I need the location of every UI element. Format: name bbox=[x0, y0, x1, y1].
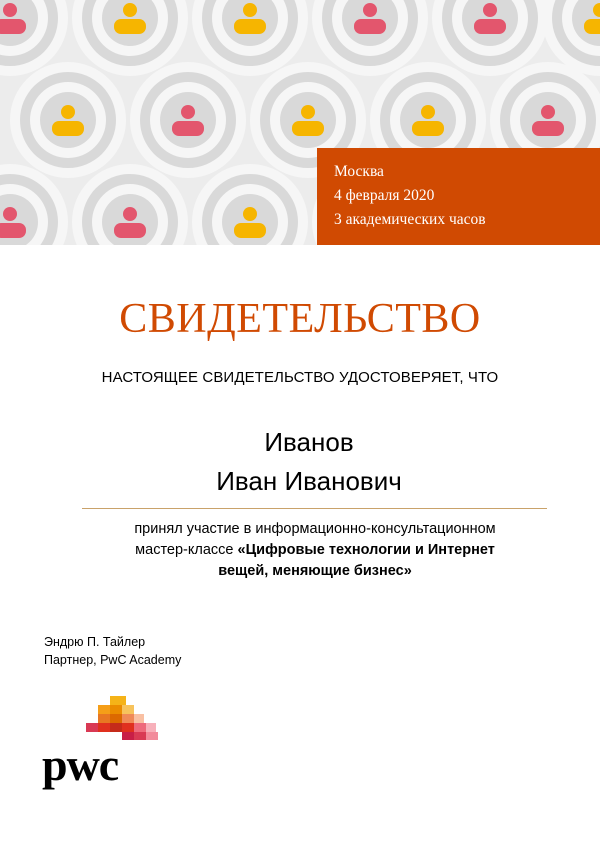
event-info-box bbox=[317, 148, 600, 245]
signer-name: Эндрю П. Тайлер bbox=[44, 635, 146, 649]
course-title: «Цифровые технологии и Интернет bbox=[237, 542, 495, 558]
event-date: 4 февраля 2020 bbox=[334, 187, 435, 204]
signer-position: Партнер, PwC Academy bbox=[44, 653, 182, 667]
signer-block bbox=[44, 633, 181, 669]
description-text: мастер-классе bbox=[135, 542, 238, 558]
pwc-logo-text: pwc bbox=[42, 739, 119, 790]
person-icon bbox=[432, 0, 548, 76]
event-city: Москва bbox=[334, 163, 384, 180]
person-icon bbox=[130, 62, 246, 178]
description-line: принял участие в информационно-консультационном bbox=[134, 521, 496, 537]
person-icon bbox=[192, 164, 308, 245]
course-title-continued: вещей, меняющие бизнес» bbox=[218, 563, 412, 579]
person-icon bbox=[10, 62, 126, 178]
pwc-logo bbox=[40, 692, 170, 792]
person-icon bbox=[312, 0, 428, 76]
recipient-given-names: Иван Иванович bbox=[216, 466, 402, 496]
recipient-surname: Иванов bbox=[264, 427, 354, 457]
person-icon bbox=[72, 0, 188, 76]
person-icon bbox=[192, 0, 308, 76]
description-line bbox=[60, 561, 570, 582]
certificate-title: СВИДЕТЕЛЬСТВО bbox=[119, 296, 481, 342]
recipient-name bbox=[0, 423, 600, 501]
pwc-logo-mosaic bbox=[86, 696, 158, 740]
event-duration: 3 академических часов bbox=[334, 211, 486, 228]
certificate-subtitle: НАСТОЯЩЕЕ СВИДЕТЕЛЬСТВО УДОСТОВЕРЯЕТ, ЧТО bbox=[101, 369, 499, 386]
name-divider bbox=[82, 508, 547, 509]
person-icon bbox=[72, 164, 188, 245]
description-line bbox=[60, 540, 570, 561]
participation-description bbox=[60, 519, 570, 582]
